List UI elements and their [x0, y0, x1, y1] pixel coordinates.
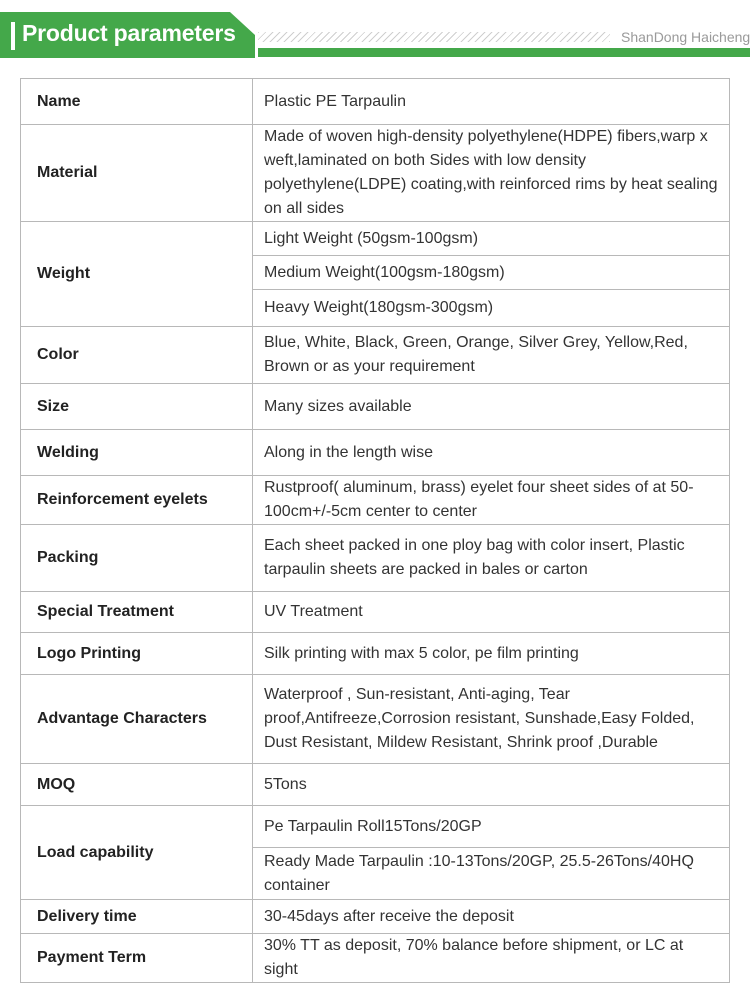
table-row — [21, 525, 730, 592]
row-value: 5Tons — [253, 764, 730, 806]
row-label: Advantage Characters — [21, 675, 253, 764]
table-row — [21, 327, 730, 384]
row-value: 30% TT as deposit, 70% balance before shipment, or LC at sight — [253, 934, 730, 983]
row-value: 30-45days after receive the deposit — [253, 900, 730, 934]
row-label: Packing — [21, 525, 253, 592]
table-row — [21, 900, 730, 934]
table-row — [21, 934, 730, 983]
row-label: Load capability — [21, 806, 253, 900]
row-label: Weight — [21, 222, 253, 327]
row-label: Special Treatment — [21, 592, 253, 633]
row-label: Payment Term — [21, 934, 253, 983]
table-row — [21, 592, 730, 633]
row-label: Welding — [21, 430, 253, 476]
table-row — [21, 764, 730, 806]
row-label: Size — [21, 384, 253, 430]
table-row — [21, 79, 730, 125]
row-value: Heavy Weight(180gsm-300gsm) — [253, 290, 730, 327]
table-row — [21, 125, 730, 222]
row-label: Reinforcement eyelets — [21, 476, 253, 525]
row-label: MOQ — [21, 764, 253, 806]
decorative-stripes — [258, 32, 610, 42]
row-value: Pe Tarpaulin Roll15Tons/20GP — [253, 806, 730, 848]
row-label: Logo Printing — [21, 633, 253, 675]
table-row — [21, 675, 730, 764]
header-underline — [258, 48, 750, 57]
table-row — [21, 384, 730, 430]
row-value: Medium Weight(100gsm-180gsm) — [253, 256, 730, 290]
row-label: Material — [21, 125, 253, 222]
row-value: Rustproof( aluminum, brass) eyelet four sheet sides of at 50-100cm+/-5cm center to center — [253, 476, 730, 525]
section-title: Product parameters — [22, 20, 236, 46]
row-value: UV Treatment — [253, 592, 730, 633]
row-value: Silk printing with max 5 color, pe film printing — [253, 633, 730, 675]
row-value: Many sizes available — [253, 384, 730, 430]
row-value: Along in the length wise — [253, 430, 730, 476]
row-value: Each sheet packed in one ploy bag with color insert, Plastic tarpaulin sheets are packed in bales or carton — [253, 525, 730, 592]
title-accent-bar — [11, 22, 15, 50]
row-value: Waterproof , Sun-resistant, Anti-aging, Tear proof,Antifreeze,Corrosion resistant, Sunshade,Easy Folded, Dust Resistant, Mildew Resistant, Shrink proof ,Durable — [253, 675, 730, 764]
row-label: Delivery time — [21, 900, 253, 934]
row-value: Ready Made Tarpaulin :10-13Tons/20GP, 25.5-26Tons/40HQ container — [253, 848, 730, 900]
row-value: Made of woven high-density polyethylene(HDPE) fibers,warp x weft,laminated on both Sides with low density polyethylene(LDPE) coating,with reinforced rims by heat sealing on all sides — [253, 125, 730, 222]
product-parameters-table — [20, 78, 730, 983]
table-row — [21, 222, 730, 256]
row-value: Light Weight (50gsm-100gsm) — [253, 222, 730, 256]
table-row — [21, 430, 730, 476]
table-row — [21, 806, 730, 848]
row-label: Name — [21, 79, 253, 125]
row-value: Blue, White, Black, Green, Orange, Silver Grey, Yellow,Red, Brown or as your requirement — [253, 327, 730, 384]
brand-name: ShanDong Haicheng — [621, 29, 750, 45]
row-value: Plastic PE Tarpaulin — [253, 79, 730, 125]
table-row — [21, 633, 730, 675]
table-row — [21, 476, 730, 525]
row-label: Color — [21, 327, 253, 384]
